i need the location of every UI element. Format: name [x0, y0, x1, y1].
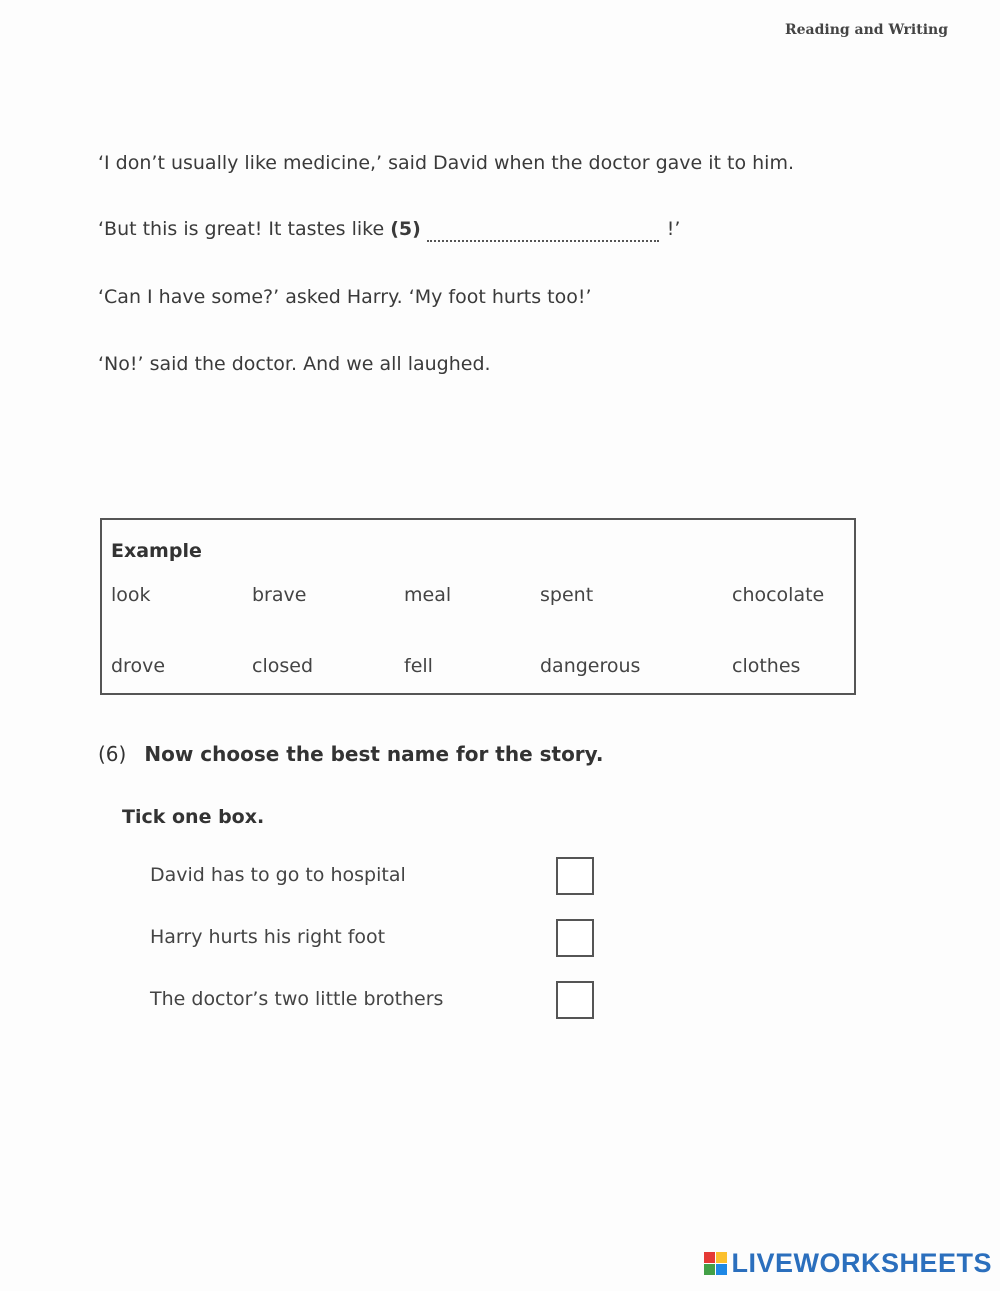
logo-squares-icon: [704, 1252, 727, 1275]
word-bank-word: dangerous: [540, 655, 641, 677]
section-header: Reading and Writing: [784, 22, 948, 38]
gap-number: (5): [390, 218, 421, 240]
logo-square: [704, 1252, 715, 1263]
question-text: Now choose the best name for the story.: [144, 742, 604, 766]
option-label-3: The doctor’s two little brothers: [150, 988, 444, 1010]
logo-square: [716, 1252, 727, 1263]
option-3-checkbox[interactable]: [556, 981, 594, 1019]
story-line-3: ‘Can I have some?’ asked Harry. ‘My foot hurts too!’: [98, 286, 592, 308]
story-line-1: ‘I don’t usually like medicine,’ said David when the doctor gave it to him.: [98, 152, 795, 174]
logo-text: LIVEWORKSHEETS: [731, 1248, 992, 1278]
word-bank-title: Example: [111, 540, 202, 562]
story-line-4: ‘No!’ said the doctor. And we all laughed.: [98, 353, 491, 375]
question-number: (6): [98, 742, 127, 766]
word-bank-word: clothes: [732, 655, 801, 677]
word-bank-word: spent: [540, 584, 594, 606]
option-label-2: Harry hurts his right foot: [150, 926, 386, 948]
word-bank-word: drove: [111, 655, 166, 677]
answer-5-input[interactable]: [427, 220, 659, 242]
logo-square: [716, 1264, 727, 1275]
option-2-checkbox[interactable]: [556, 919, 594, 957]
tick-instruction: Tick one box.: [122, 806, 265, 828]
story-line-2: [98, 218, 680, 242]
story-line-2-end: !’: [666, 218, 681, 240]
story-line-2-start: ‘But this is great! It tastes like: [98, 218, 391, 240]
word-bank-word: look: [111, 584, 151, 606]
logo-square: [704, 1264, 715, 1275]
word-bank-box: [100, 518, 856, 695]
word-bank-word: meal: [404, 584, 452, 606]
word-bank-word: chocolate: [732, 584, 825, 606]
word-bank-word: brave: [252, 584, 307, 606]
option-1-checkbox[interactable]: [556, 857, 594, 895]
liveworksheets-logo: [704, 1248, 992, 1279]
word-bank-word: fell: [404, 655, 433, 677]
option-label-1: David has to go to hospital: [150, 864, 406, 886]
word-bank-word: closed: [252, 655, 313, 677]
question-6: [98, 742, 603, 766]
